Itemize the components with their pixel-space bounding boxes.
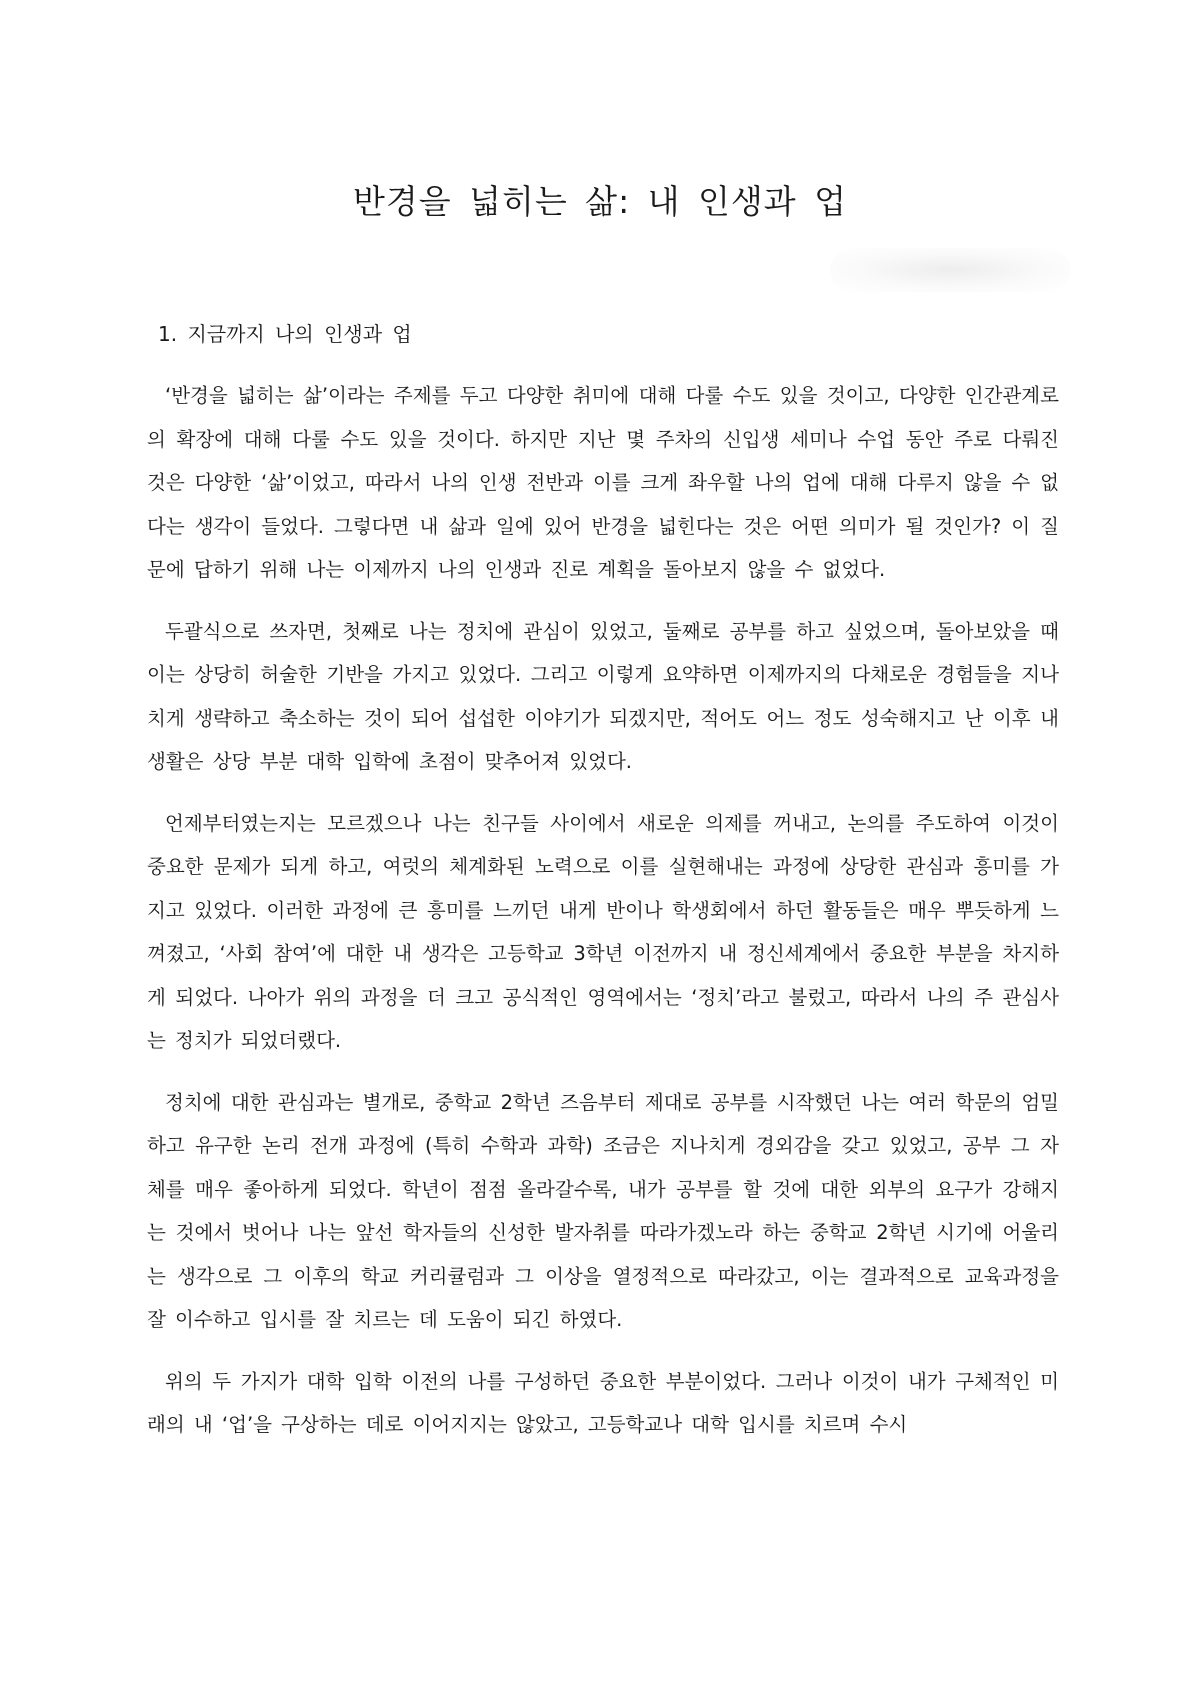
document-title: 반경을 넓히는 삶: 내 인생과 업 [352,182,848,221]
paragraph-3: 언제부터였는지는 모르겠으나 나는 친구들 사이에서 새로운 의제를 꺼내고, 논의를 주도하여 이것이 중요한 문제가 되게 하고, 여럿의 체계화된 노력으로 이를 실현해내는 과정에 상당한 관심과 흥미를 가지고 있었다. 이러한 과정에 큰 흥미를 느끼던 내게 반이나 학생회에서 하던 활동들은 매우 뿌듯하게 느껴졌고, ‘사회 참여’에 대한 내 생각은 고등학교 3학년 이전까지 내 정신세계에서 중요한 부분을 차지하게 되었다. 나아가 위의 과정을 더 크고 공식적인 영역에서는 ‘정치’라고 불렀고, 따라서 나의 주 관심사는 정치가 되었더랬다. [147,811,1059,1052]
scan-smudge [830,248,1070,292]
document-body [147,374,1059,1465]
paragraph-5: 위의 두 가지가 대학 입학 이전의 나를 구성하던 중요한 부분이었다. 그러나 이것이 내가 구체적인 미래의 내 ‘업’을 구상하는 데로 이어지지는 않았고, 고등학교나 대학 입시를 치르며 수시 [147,1369,1059,1436]
paragraph-2: 두괄식으로 쓰자면, 첫째로 나는 정치에 관심이 있었고, 둘째로 공부를 하고 싶었으며, 돌아보았을 때 이는 상당히 허술한 기반을 가지고 있었다. 그리고 이렇게 요약하면 이제까지의 다채로운 경험들을 지나치게 생략하고 축소하는 것이 되어 섭섭한 이야기가 되겠지만, 적어도 어느 정도 성숙해지고 난 이후 내 생활은 상당 부분 대학 입학에 초점이 맞추어져 있었다. [147,619,1059,773]
paragraph-1: ‘반경을 넓히는 삶’이라는 주제를 두고 다양한 취미에 대해 다룰 수도 있을 것이고, 다양한 인간관계로의 확장에 대해 다룰 수도 있을 것이다. 하지만 지난 몇 주차의 신입생 세미나 수업 동안 주로 다뤄진 것은 다양한 ‘삶’이었고, 따라서 나의 인생 전반과 이를 크게 좌우할 나의 업에 대해 다루지 않을 수 없다는 생각이 들었다. 그렇다면 내 삶과 일에 있어 반경을 넓힌다는 것은 어떤 의미가 될 것인가? 이 질문에 답하기 위해 나는 이제까지 나의 인생과 진로 계획을 돌아보지 않을 수 없었다. [147,384,1059,581]
section-heading: 1. 지금까지 나의 인생과 업 [158,322,412,346]
paragraph-4: 정치에 대한 관심과는 별개로, 중학교 2학년 즈음부터 제대로 공부를 시작했던 나는 여러 학문의 엄밀하고 유구한 논리 전개 과정에 (특히 수학과 과학) 조금은 지나치게 경외감을 갖고 있었고, 공부 그 자체를 매우 좋아하게 되었다. 학년이 점점 올라갈수록, 내가 공부를 할 것에 대한 외부의 요구가 강해지는 것에서 벗어나 나는 앞선 학자들의 신성한 발자취를 따라가겠노라 하는 중학교 2학년 시기에 어울리는 생각으로 그 이후의 학교 커리큘럼과 그 이상을 열정적으로 따라갔고, 이는 결과적으로 교육과정을 잘 이수하고 입시를 잘 치르는 데 도움이 되긴 하였다. [147,1090,1059,1331]
